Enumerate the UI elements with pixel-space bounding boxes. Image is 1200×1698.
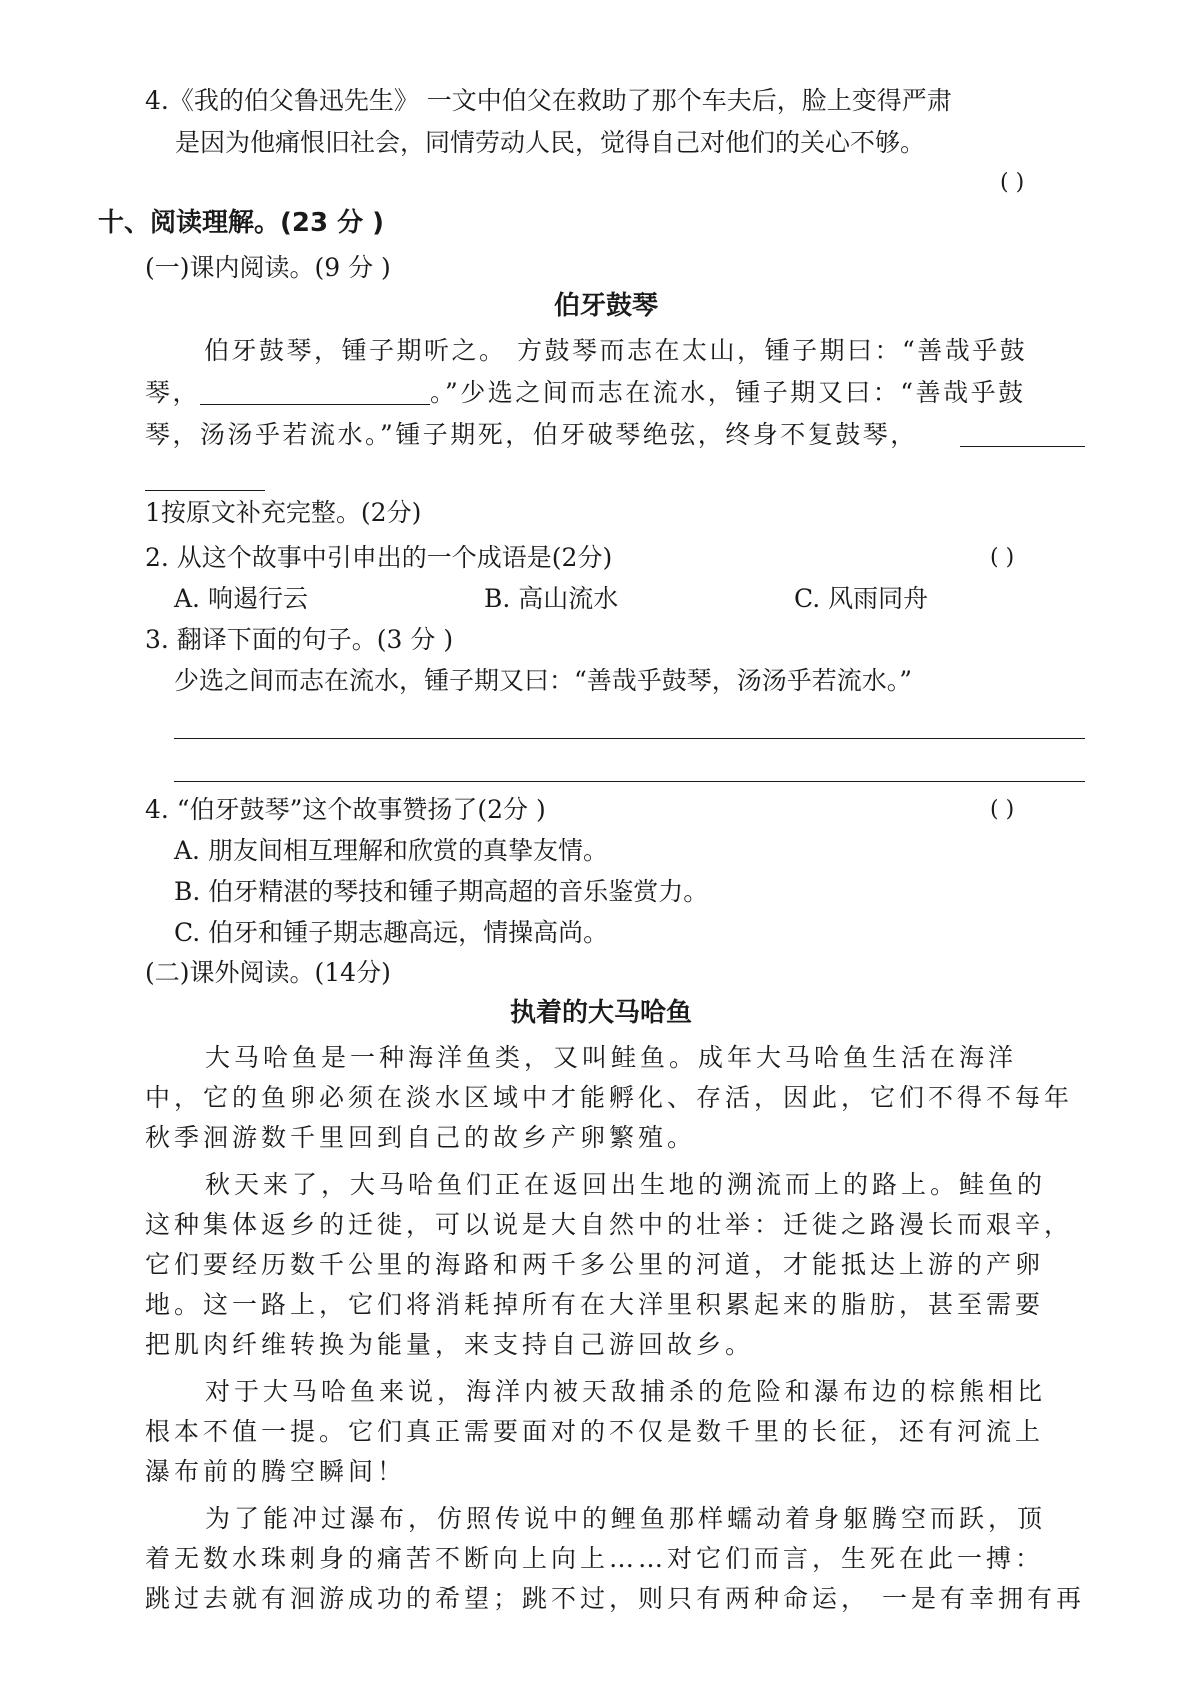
passage-line: 跳过去就有洄游成功的希望；跳不过，则只有两种命运， 一是有幸拥有再	[145, 1584, 1085, 1613]
answer-line[interactable]	[174, 738, 1085, 739]
passage-line: 对于大马哈鱼来说，海洋内被天敌捕杀的危险和瀑布边的棕熊相比	[205, 1377, 1047, 1406]
passage-title: 伯牙鼓琴	[554, 291, 659, 321]
passage-line: 把肌肉纤维转换为能量，来支持自己游回故乡。	[145, 1330, 755, 1359]
option-b: B. 伯牙精湛的琴技和锺子期高超的音乐鉴赏力。	[174, 877, 709, 906]
question-4: 4. “伯牙鼓琴”这个故事赞扬了(2分 )	[145, 795, 546, 824]
answer-line[interactable]	[174, 781, 1085, 782]
section-heading: 十、阅读理解。(23 分 )	[98, 208, 385, 238]
passage-line: 秋天来了，大马哈鱼们正在返回出生地的溯流而上的路上。鲑鱼的	[205, 1170, 1047, 1199]
passage-line	[145, 422, 918, 447]
passage-line: 秋季洄游数千里回到自己的故乡产卵繁殖。	[145, 1123, 697, 1152]
option-a: A. 响遏行云	[174, 584, 308, 613]
translate-sentence: 少选之间而志在流水，锺子期又曰：“善哉乎鼓琴，汤汤乎若流水。”	[174, 666, 913, 695]
question-1: 1按原文补充完整。(2分)	[145, 498, 422, 527]
passage-text: 。”少选之间而志在流水，锺子期又曰：“善哉乎鼓	[430, 378, 1026, 407]
question-3: 3. 翻译下面的句子。(3 分 )	[145, 625, 454, 654]
question-2: 2. 从这个故事中引申出的一个成语是(2分)	[145, 543, 613, 572]
passage-text: 琴，	[145, 378, 201, 407]
fill-blank[interactable]	[200, 380, 430, 405]
passage-line: 它们要经历数千公里的海路和两千多公里的河道，才能抵达上游的产卵	[145, 1250, 1045, 1279]
passage-line: 中，它的鱼卵必须在淡水区域中才能孵化、存活，因此，它们不得不每年	[145, 1083, 1074, 1112]
answer-parentheses[interactable]: ( )	[1000, 170, 1025, 195]
passage-line: 根本不值一提。它们真正需要面对的不仅是数千里的长征，还有河流上	[145, 1417, 1045, 1446]
answer-parentheses[interactable]: ( )	[990, 797, 1015, 822]
passage-line	[145, 380, 1026, 405]
option-a: A. 朋友间相互理解和欣赏的真挚友情。	[174, 836, 608, 865]
option-c: C. 风雨同舟	[794, 584, 929, 613]
passage-line: 瀑布前的腾空瞬间！	[145, 1457, 407, 1486]
passage-title: 执着的大马哈鱼	[510, 998, 693, 1028]
option-b: B. 高山流水	[484, 584, 619, 613]
passage-line: 大马哈鱼是一种海洋鱼类，又叫鲑鱼。成年大马哈鱼生活在海洋	[205, 1043, 1018, 1072]
passage-line: 着无数水珠刺身的痛苦不断向上向上……对它们而言，生死在此一搏：	[145, 1544, 1045, 1573]
passage-text: 琴，汤汤乎若流水。”锺子期死，伯牙破琴绝弦，终身不复鼓琴，	[145, 420, 918, 449]
fill-blank[interactable]	[145, 490, 265, 491]
fill-blank[interactable]	[960, 446, 1085, 447]
passage-line: 这种集体返乡的迁徙，可以说是大自然中的壮举：迁徙之路漫长而艰辛，	[145, 1210, 1074, 1239]
answer-parentheses[interactable]: ( )	[990, 545, 1015, 570]
option-c: C. 伯牙和锺子期志趣高远，情操高尚。	[174, 918, 609, 947]
passage-line: 地。这一路上，它们将消耗掉所有在大洋里积累起来的脂肪，甚至需要	[145, 1290, 1045, 1319]
part2-heading: (二)课外阅读。(14分)	[145, 958, 391, 987]
passage-line: 伯牙鼓琴，锺子期听之。 方鼓琴而志在太山，锺子期曰：“善哉乎鼓	[204, 336, 1028, 365]
judgement-question-4-line1: 4.《我的伯父鲁迅先生》 一文中伯父在救助了那个车夫后，脸上变得严肃	[145, 86, 952, 115]
passage-line: 为了能冲过瀑布，仿照传说中的鲤鱼那样蠕动着身躯腾空而跃，顶	[205, 1504, 1047, 1533]
judgement-question-4-line2: 是因为他痛恨旧社会，同情劳动人民，觉得自己对他们的关心不够。	[175, 128, 926, 157]
part1-heading: (一)课内阅读。(9 分 )	[145, 253, 391, 282]
